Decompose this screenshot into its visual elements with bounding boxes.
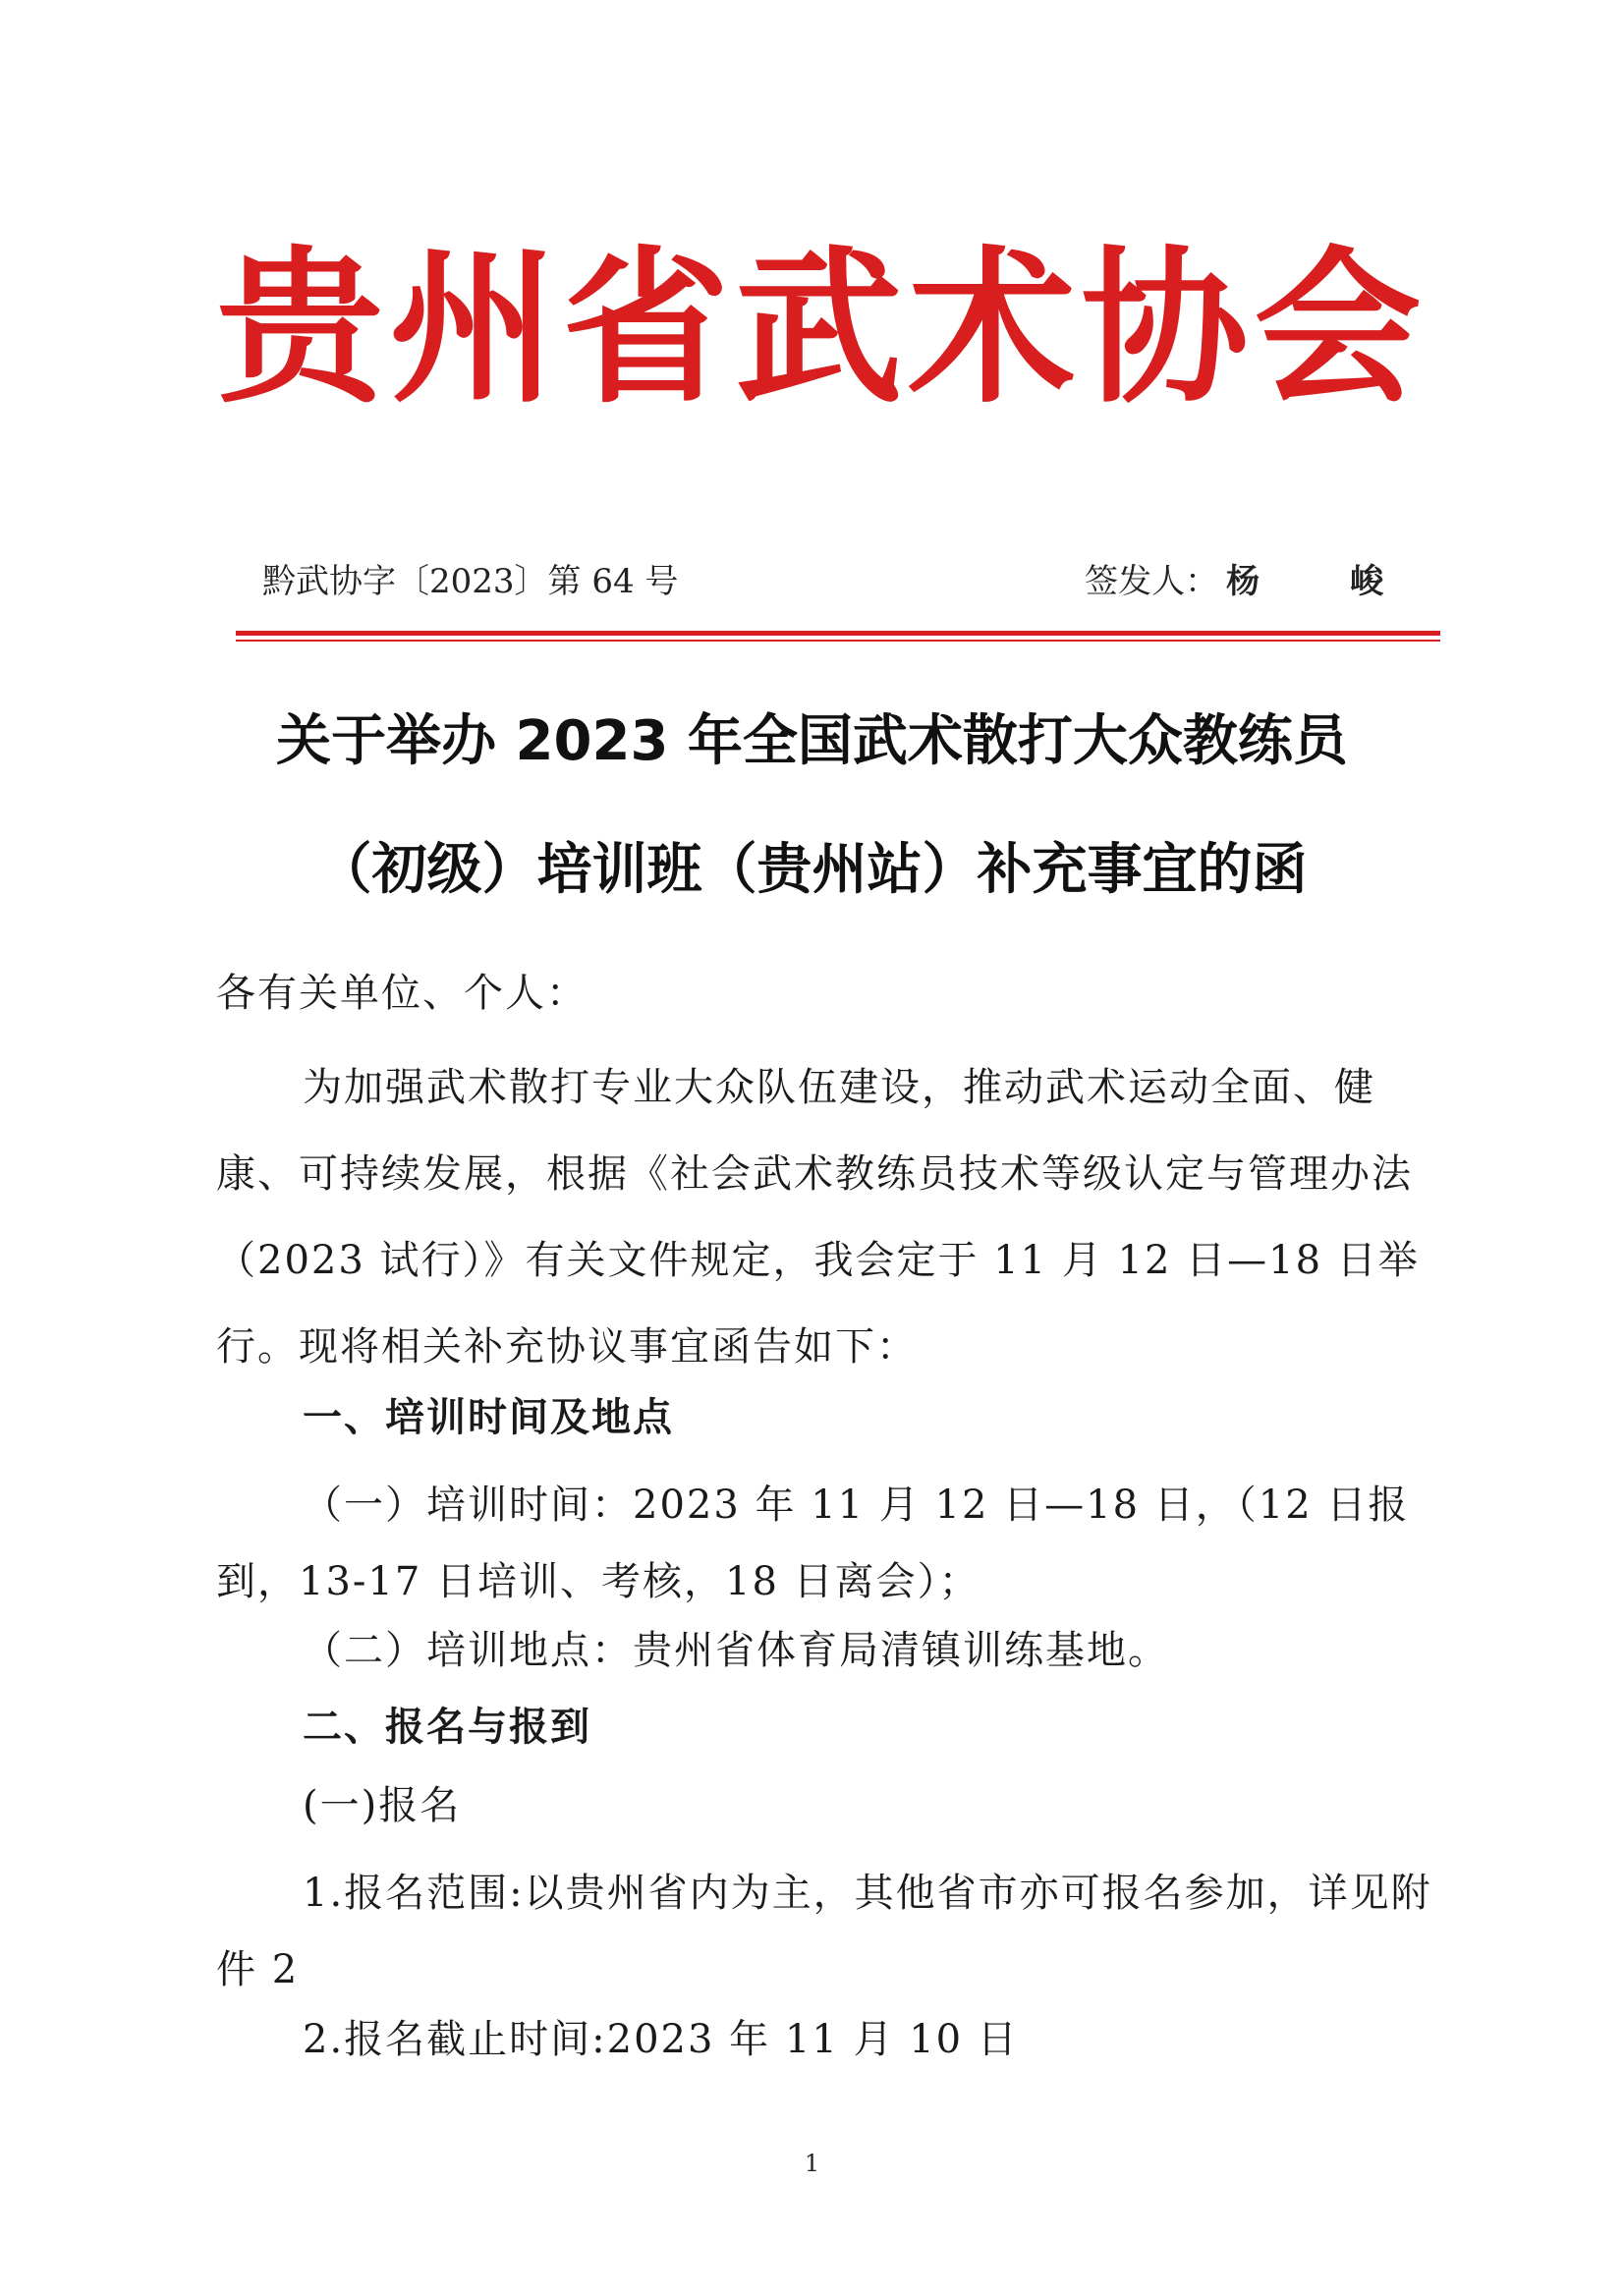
registration-scope-item: 1.报名范围:以贵州省内为主，其他省市亦可报名参加，详见附件 2 — [216, 1871, 1432, 1992]
section-heading-time-place: 一、培训时间及地点 — [303, 1395, 674, 1440]
registration-deadline-item: 2.报名截止时间:2023 年 11 月 10 日 — [303, 2017, 1019, 2062]
signer-name: 杨 峻 — [1226, 562, 1423, 601]
document-title-line-1: 关于举办 2023 年全国武术散打大众教练员 — [276, 709, 1348, 773]
signer-label: 签发人： — [1085, 562, 1219, 601]
signer-block — [1085, 557, 1423, 606]
page-number: 1 — [804, 2150, 820, 2177]
organization-letterhead: 贵州省武术协会 — [216, 232, 1428, 426]
training-place-paragraph: （二）培训地点：贵州省体育局清镇训练基地。 — [303, 1628, 1169, 1673]
intro-paragraph: 为加强武术散打专业大众队伍建设，推动武术运动全面、健康、可持续发展，根据《社会武术教练员技术等级认定与管理办法（2023 试行）》有关文件规定，我会定于 11 月 12 日—18 日举行。现将相关补充协议事宜函告如下： — [216, 1065, 1420, 1370]
document-number: 黔武协字〔2023〕第 64 号 — [262, 562, 679, 601]
training-time-paragraph: （一）培训时间：2023 年 11 月 12 日—18 日，（12 日报到，13-17 日培训、考核，18 日离会）； — [216, 1483, 1410, 1604]
letterhead-divider-thin — [236, 640, 1440, 642]
document-title-line-2: （初级）培训班（贵州站）补充事宜的函 — [316, 838, 1308, 902]
salutation: 各有关单位、个人： — [216, 971, 588, 1016]
section-heading-registration: 二、报名与报到 — [303, 1705, 591, 1750]
letterhead-divider — [236, 631, 1440, 636]
registration-subheading: (一)报名 — [303, 1783, 462, 1828]
